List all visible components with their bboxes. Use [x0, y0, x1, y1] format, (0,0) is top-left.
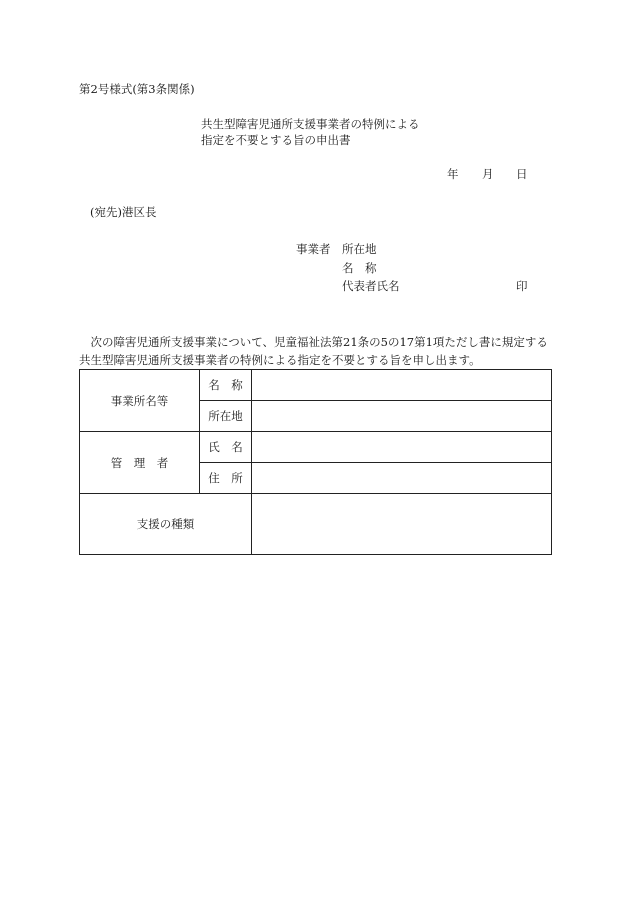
table-row-manager-name	[80, 432, 552, 463]
manager-group-label: 管 理 者	[80, 432, 200, 494]
form-number: 第2号様式(第3条関係)	[79, 82, 195, 96]
date-month-label: 月	[482, 167, 494, 181]
addressee: (宛先)港区長	[90, 205, 157, 219]
seal-mark: 印	[516, 279, 528, 293]
support-type-field[interactable]	[252, 494, 552, 555]
document-title-line1: 共生型障害児通所支援事業者の特例による	[201, 117, 420, 131]
support-type-label: 支援の種類	[80, 494, 252, 555]
table-row-facility-name	[80, 370, 552, 401]
manager-name-field[interactable]	[252, 432, 552, 463]
applicant-location-label: 所在地	[342, 242, 377, 256]
application-table	[79, 369, 552, 555]
manager-name-label: 氏 名	[200, 432, 252, 463]
facility-location-field[interactable]	[252, 401, 552, 432]
document-title-line2: 指定を不要とする旨の申出書	[201, 133, 351, 147]
facility-name-label: 名 称	[200, 370, 252, 401]
manager-address-label: 住 所	[200, 463, 252, 494]
facility-name-field[interactable]	[252, 370, 552, 401]
table-row-support-type	[80, 494, 552, 555]
date-year-label: 年	[447, 167, 459, 181]
body-text-line1: 次の障害児通所支援事業について、児童福祉法第21条の5の17第1項ただし書に規定する	[79, 335, 548, 349]
body-text-line2: 共生型障害児通所支援事業者の特例による指定を不要とする旨を申し出ます。	[79, 353, 481, 367]
facility-group-label: 事業所名等	[80, 370, 200, 432]
applicant-representative-label: 代表者氏名	[342, 279, 400, 293]
date-day-label: 日	[516, 167, 528, 181]
applicant-heading: 事業者	[296, 242, 331, 256]
facility-location-label: 所在地	[200, 401, 252, 432]
applicant-name-label: 名 称	[342, 261, 377, 275]
manager-address-field[interactable]	[252, 463, 552, 494]
